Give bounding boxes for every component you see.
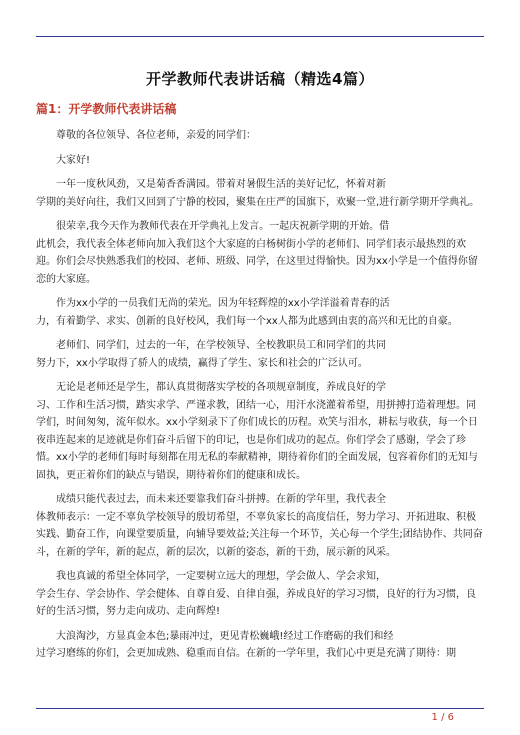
paragraph-line: 很荣幸,我今天作为教师代表在开学典礼上发言。一起庆祝新学期的开始。借 xyxy=(56,221,390,232)
paragraph-line: 大家好! xyxy=(56,154,91,166)
paragraph-line: 成绩只能代表过去，而未来还要靠我们奋斗拼搏。在新的学年里，我代表全 xyxy=(56,494,386,505)
paragraph-line: 学会生存、学会协作、学会健体、自尊自爱、自律自强，养成良好的学习习惯，良好的行为习惯，良好的生活习惯，努力走向成功、走向辉煌! xyxy=(36,588,476,617)
paragraph-line: 大浪淘沙，方显真金本色;暴雨冲过，更见青松巍峨!经过工作磨砺的我们和经 xyxy=(56,630,394,642)
paragraph xyxy=(36,568,484,621)
paragraph-line: 过学习磨练的你们，会更加成熟、稳重而自信。在新的一学年里，我们心中更是充满了期待：期 xyxy=(36,648,456,659)
paragraph xyxy=(36,127,484,145)
paragraph-line: 习、工作和生活习惯，踏实求学、严谨求教，团结一心，用汗水浇灌着希望，用拼搏打造着理想。同学们，时间匆匆，流年似水。xx小学刻录下了你们成长的历程。欢笑与泪水，耕耘与收获，每一个日夜串连起来的足迹就是你们奋斗后留下的印记，也是你们成功的起点。你们学会了感谢，学会了珍惜。xx小学的老师们每时每刻都在用无私的奉献精神，期待着你们的全面发展，包容着你们的无知与固执，更正着你们的缺点与错误，期待着你们的健康和成长。 xyxy=(36,399,478,481)
paragraph xyxy=(36,152,484,170)
footer-rule xyxy=(36,708,484,709)
paragraph-line: 尊敬的各位领导、各位老师，亲爱的同学们： xyxy=(56,130,256,141)
paragraph-line: 一年一度秋风劲，又是菊香香满园。带着对暑假生活的美好记忆，怀着对新 xyxy=(56,179,386,190)
paragraph-line: 努力下，xx小学取得了骄人的成绩，赢得了学生、家长和社会的广泛认可。 xyxy=(36,357,368,369)
paragraph xyxy=(36,176,484,211)
paragraph-line: 我也真诚的希望全体同学，一定要树立远大的理想，学会做人、学会求知， xyxy=(56,571,386,582)
paragraph-line: 无论是老师还是学生，都认真贯彻落实学校的各项规章制度，养成良好的学 xyxy=(56,382,386,393)
paragraph-line: 力，有着勤学、求实、创新的良好校风，我们每一个xx人都为此感到由衷的高兴和无比的自豪。 xyxy=(36,315,458,327)
paragraph xyxy=(36,295,484,330)
document-body xyxy=(36,127,484,670)
paragraph-line: 此机会，我代表全体老师向加入我们这个大家庭的白杨树街小学的老师们、同学们表示最热烈的欢迎。你们会尽快熟悉我们的校园、老师、班级、同学，在这里过得愉快。因为xx小学是一个值得你留恋的大家庭。 xyxy=(36,238,478,285)
paragraph xyxy=(36,218,484,288)
paragraph-line: 老师们、同学们，过去的一年，在学校领导、全校教职员工和同学们的共同 xyxy=(56,340,386,351)
paragraph xyxy=(36,628,484,663)
paragraph-line: 学期的美好向往，我们又回到了宁静的校园，聚集在庄严的国旗下，欢聚一堂,进行新学期开学典礼。 xyxy=(36,196,480,208)
paragraph-line: 作为xx小学的一员我们无尚的荣光。因为年轻辉煌的xx小学洋溢着青春的活 xyxy=(56,298,390,309)
paragraph xyxy=(36,379,484,484)
header-rule xyxy=(36,36,484,37)
page-number: 1 / 6 xyxy=(431,712,454,723)
paragraph xyxy=(36,337,484,372)
paragraph-line: 体教师表示：一定不辜负学校领导的殷切希望，不辜负家长的高度信任，努力学习、开拓进取、积极实践、勤奋工作，向课堂要质量，向辅导要效益;关注每一个环节，关心每一个学生;团结协作、共同奋斗，在新的学年，新的起点，新的层次，以新的姿态，新的干劲，展示新的风采。 xyxy=(36,511,483,558)
section-heading: 篇1：开学教师代表讲话稿 xyxy=(36,102,177,116)
page-title: 开学教师代表讲话稿（精选4篇） xyxy=(146,70,374,88)
paragraph xyxy=(36,491,484,561)
